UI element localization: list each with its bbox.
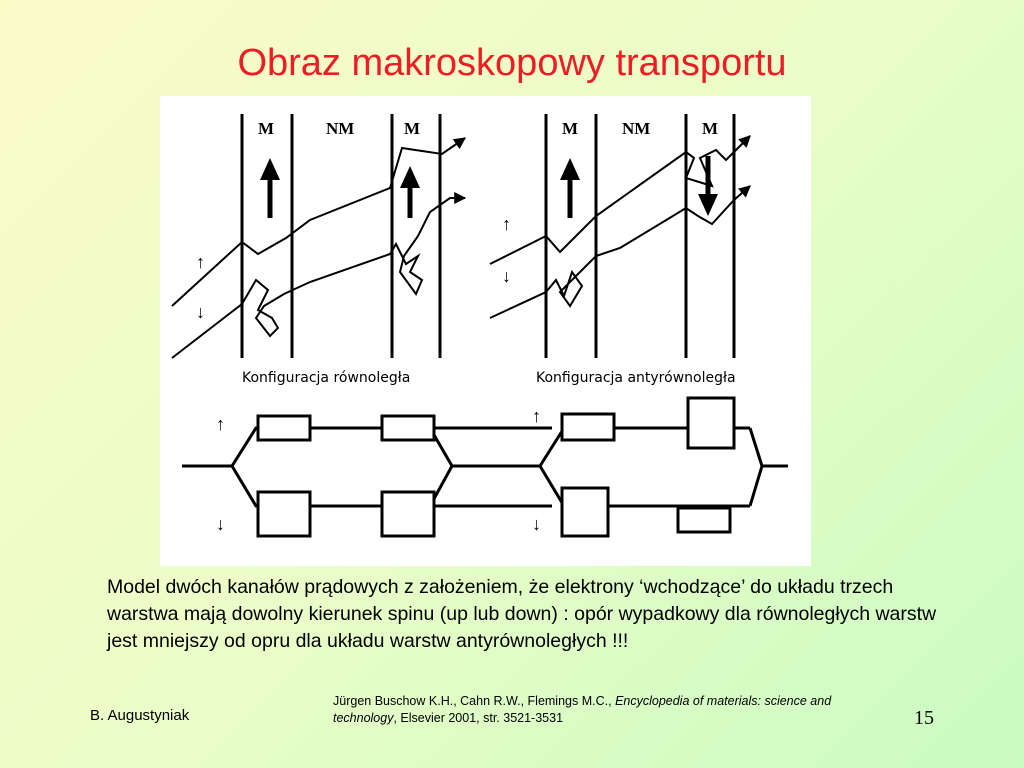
- parallel-caption: Konfiguracja równoległa: [242, 370, 411, 386]
- spin-down-electron-path: [172, 198, 465, 358]
- high-resistor: [258, 492, 310, 536]
- reference-authors: Jürgen Buschow K.H., Cahn R.W., Flemings M.C.,: [333, 694, 612, 708]
- magnetization-up-arrow: [260, 158, 280, 218]
- spin-down-label: ↓: [196, 302, 205, 322]
- antiparallel-caption: Konfiguracja antyrównoległa: [536, 370, 736, 386]
- reference-publisher: , Elsevier 2001, str. 3521-3531: [393, 711, 564, 725]
- spin-transport-figure: [160, 96, 811, 566]
- low-resistor: [382, 416, 434, 440]
- low-resistor: [562, 414, 614, 440]
- slide-caption: Model dwóch kanałów prądowych z założeniem, że elektrony ‘wchodzące’ do układu trzech warstwa mają dowolny kierunek spinu (up lub down) : opór wypadkowy dla równoległych warstw jest mniejszy od opru dla układu warstw antyrównoległych !!!: [107, 576, 937, 652]
- spin-up-label: ↑: [216, 414, 225, 434]
- spin-down-label: ↓: [502, 266, 511, 286]
- slide-title: Obraz makroskopowy transportu: [237, 42, 787, 84]
- layer-label-nm: NM: [622, 119, 651, 138]
- spin-up-label: ↑: [532, 406, 541, 426]
- magnetization-down-arrow: [698, 156, 718, 216]
- high-resistor: [688, 398, 734, 448]
- layer-label-m2: M: [702, 119, 719, 138]
- figure-drawing: [160, 96, 811, 566]
- spin-down-label: ↓: [532, 514, 541, 534]
- parallel-resistor-network: [182, 416, 552, 536]
- layer-label-m1: M: [258, 119, 275, 138]
- magnetization-up-arrow: [400, 166, 420, 218]
- high-resistor: [382, 492, 434, 536]
- low-resistor: [678, 508, 730, 532]
- page-number: 15: [914, 707, 934, 729]
- layer-label-m2: M: [404, 119, 421, 138]
- high-resistor: [562, 488, 608, 536]
- reference-book-title: Encyclopedia of materials: science and technology: [333, 694, 832, 725]
- low-resistor: [258, 416, 310, 440]
- reference-citation: [333, 693, 853, 727]
- spin-up-label: ↑: [502, 214, 511, 234]
- parallel-diagram: [242, 114, 440, 358]
- spin-down-label: ↓: [216, 514, 225, 534]
- spin-up-label: ↑: [196, 252, 205, 272]
- author-name: B. Augustyniak: [90, 707, 190, 724]
- layer-label-nm: NM: [326, 119, 355, 138]
- magnetization-up-arrow: [560, 158, 580, 218]
- antiparallel-resistor-network: [520, 398, 788, 536]
- layer-label-m1: M: [562, 119, 579, 138]
